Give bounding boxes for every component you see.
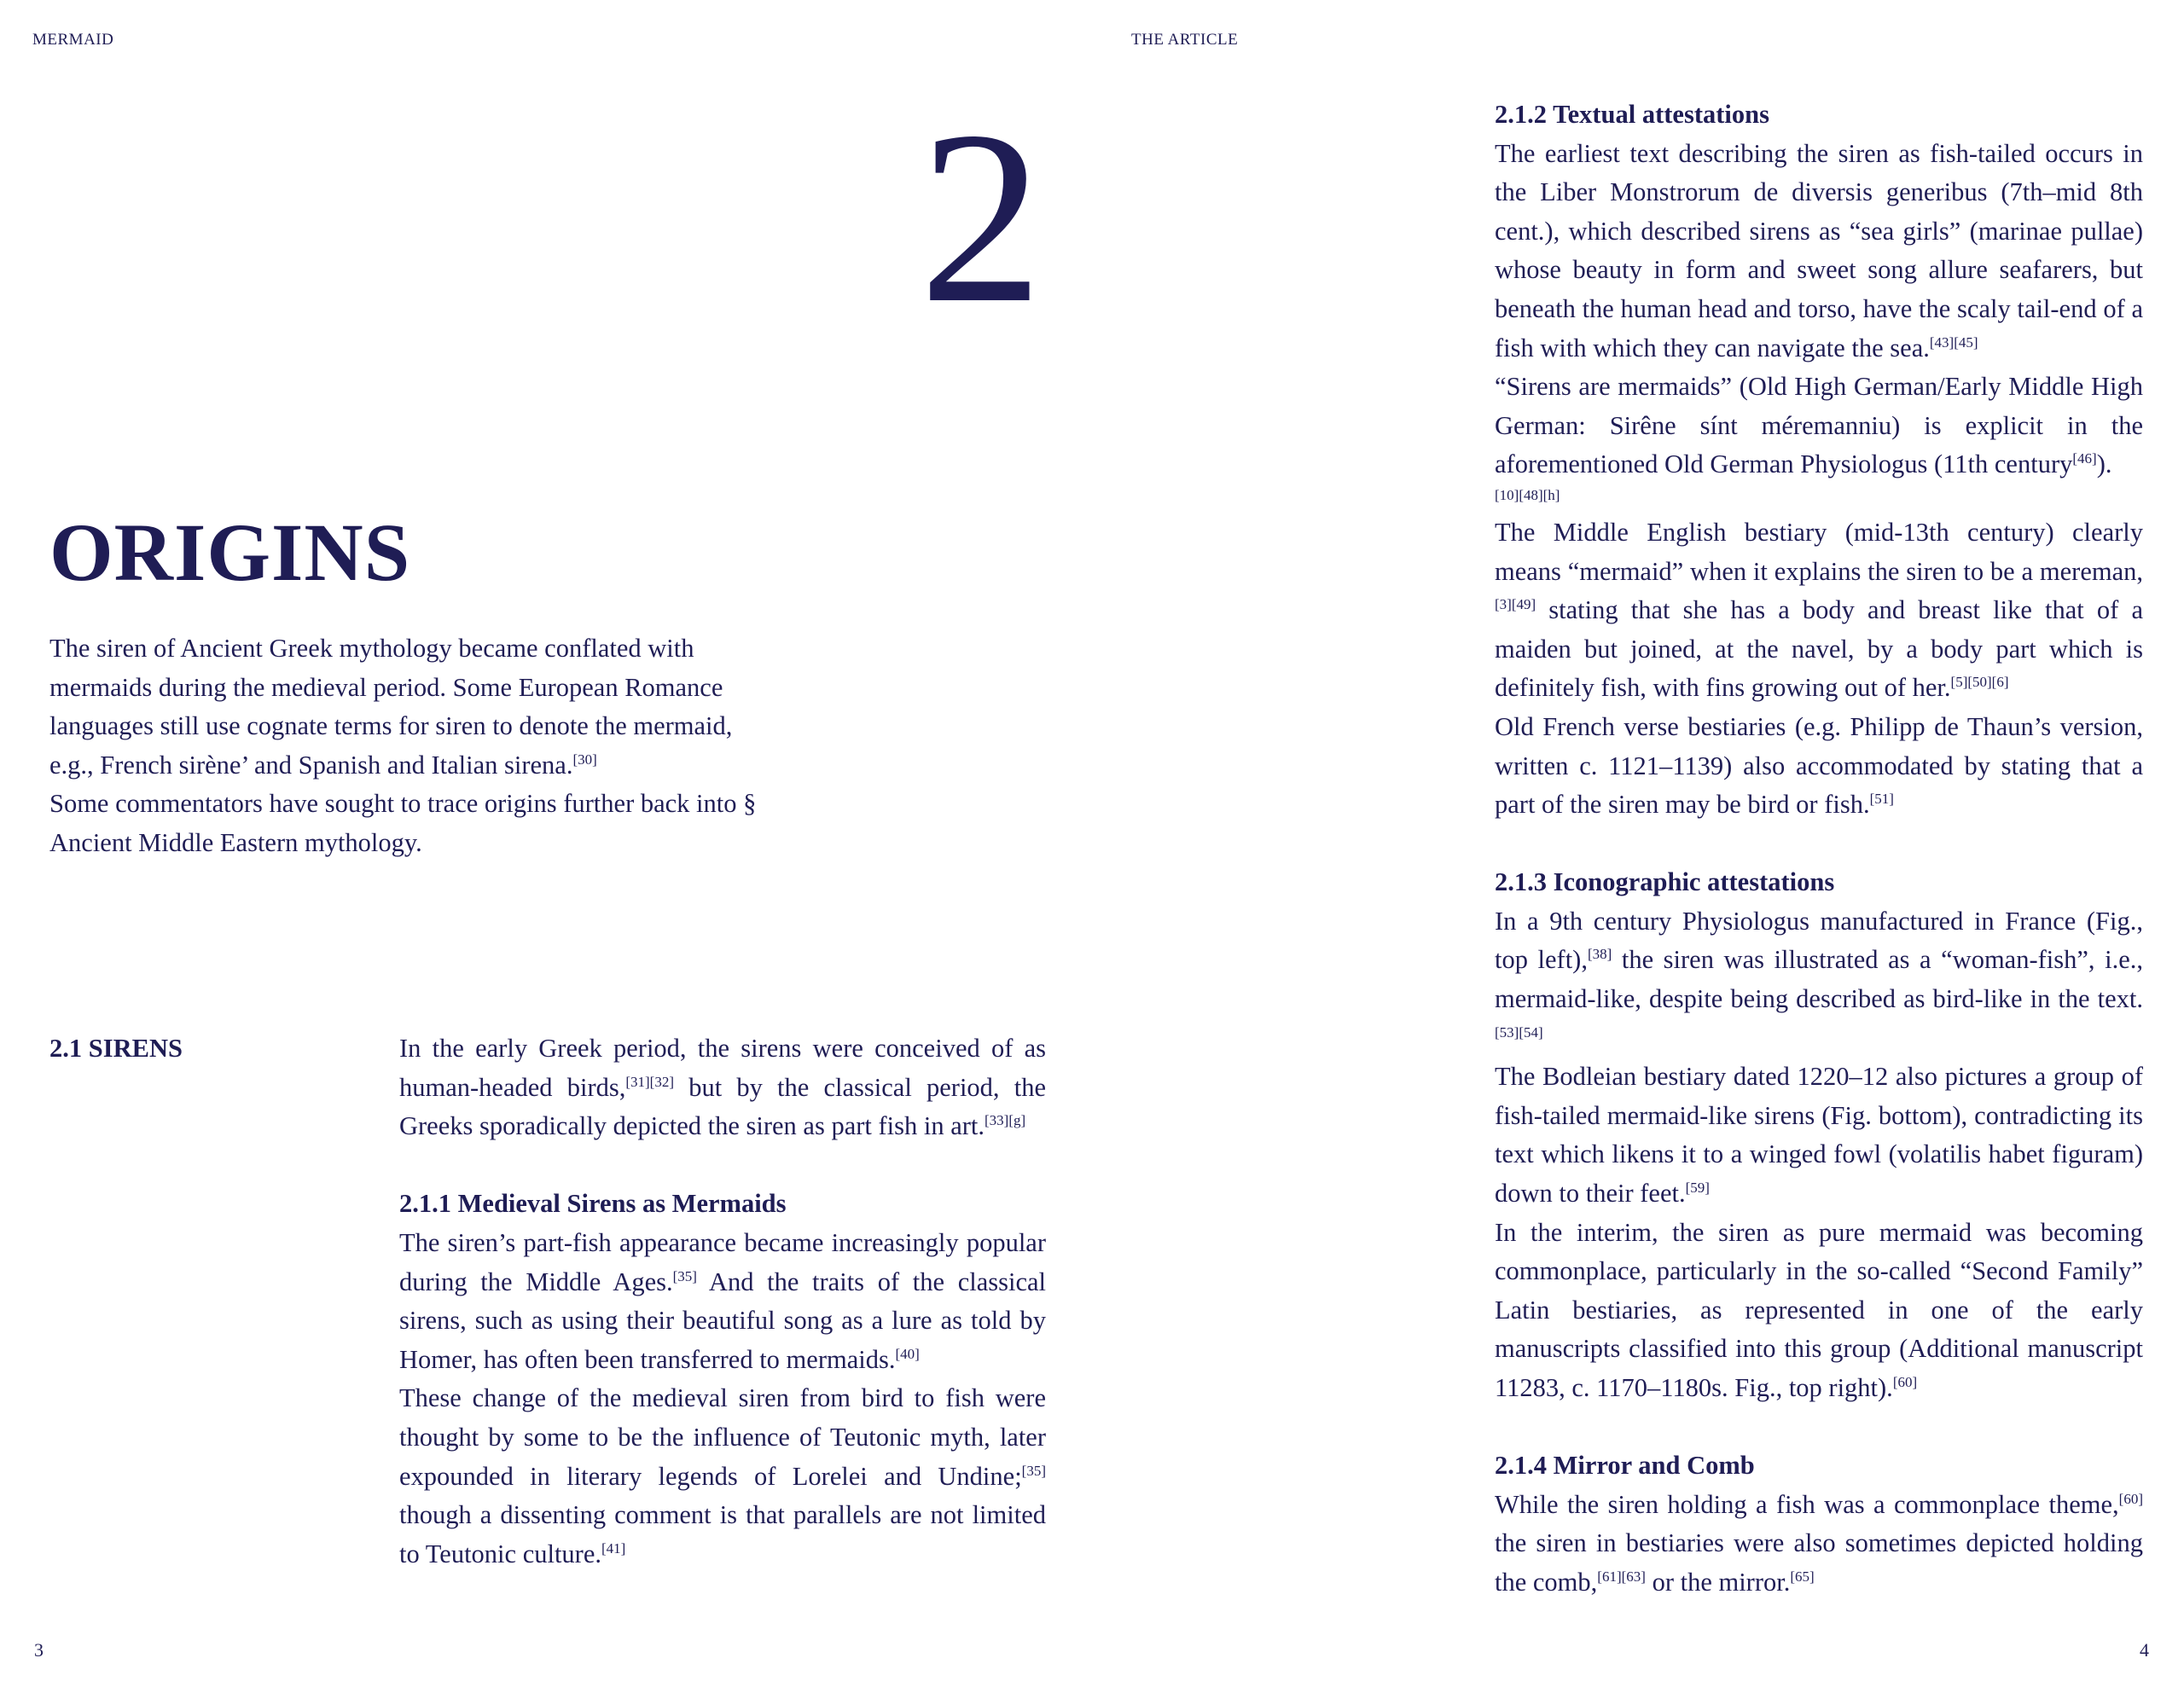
footnote-ref[interactable]: [35] bbox=[672, 1267, 697, 1284]
sirens-paragraph: In the early Greek period, the sirens were conceived of as human-headed birds,[31][32] but by the classical period, the Greeks sporadically depicted the siren as part fish in art.[33][g] bbox=[399, 1034, 1047, 1141]
footnote-ref[interactable]: [31][32] bbox=[625, 1073, 675, 1090]
textual-paragraph-2: “Sirens are mermaids” (Old High German/Early Middle High German: Sirêne sínt méremanniu) is explicit in the aforementioned Old German Physiologus (11th century[46]). bbox=[1495, 372, 2143, 479]
page-number-left: 3 bbox=[34, 1639, 44, 1661]
subsection-heading-iconographic: 2.1.3 Iconographic attestations bbox=[1495, 867, 1835, 897]
footnote-ref[interactable]: [60] bbox=[1892, 1374, 1918, 1390]
page-number-right: 4 bbox=[2140, 1639, 2149, 1661]
subsection-heading-medieval-sirens: 2.1.1 Medieval Sirens as Mermaids bbox=[399, 1189, 787, 1219]
iconographic-paragraph-3: In the interim, the siren as pure mermaid was becoming commonplace, particularly in the so-called “Second Family” Latin bestiaries, as represented in one of the early manuscripts classified into this group (Additional manuscript 11283, c. 1170–1180s. Fig., top right).[60] bbox=[1495, 1217, 2143, 1402]
section-label-sirens: 2.1 SIRENS bbox=[49, 1034, 183, 1063]
column-right-body bbox=[1495, 96, 2143, 1603]
footnote-ref[interactable]: [51] bbox=[1869, 791, 1894, 808]
footnote-ref[interactable]: [41] bbox=[601, 1539, 626, 1557]
intro-paragraph-2: Some commentators have sought to trace origins further back into § Ancient Middle Eastern mythology. bbox=[49, 789, 757, 857]
textual-paragraph-4: Old French verse bestiaries (e.g. Philipp de Thaun’s version, written c. 1121–1139) also accommodated by stating that a part of the siren may be bird or fish.[51] bbox=[1495, 711, 2143, 820]
iconographic-paragraph-1: In a 9th century Physiologus manufactured in France (Fig., top left),[38] the siren was illustrated as a “woman-fish”, i.e., mermaid-like, despite being described as bird-like in the text.[53][54] bbox=[1495, 906, 2143, 1041]
footnote-ref[interactable]: [65] bbox=[1790, 1568, 1815, 1585]
footnote-ref[interactable]: [33][g] bbox=[985, 1112, 1026, 1129]
subsection-heading-mirror-comb: 2.1.4 Mirror and Comb bbox=[1495, 1451, 1755, 1481]
footnote-ref[interactable]: [61][63] bbox=[1597, 1568, 1646, 1585]
intro-paragraph-1: The siren of Ancient Greek mythology became conflated with mermaids during the medieval period. Some European Romance languages still use cognate terms for siren to denote the mermaid, e.g., French sirène’ and Spanish and Italian sirena.[30] bbox=[49, 634, 733, 780]
footnote-ref[interactable]: [46] bbox=[2072, 450, 2097, 467]
medieval-paragraph-2: These change of the medieval siren from bird to fish were thought by some to be the influence of Teutonic myth, later expounded in literary legends of Lorelei and Undine;[35] though a dissenting comment is that parallels are not limited to Teutonic culture.[41] bbox=[399, 1383, 1046, 1568]
footnote-ref-line[interactable]: [10][48][h] bbox=[1495, 486, 1560, 503]
column-left-body bbox=[399, 1029, 1046, 1574]
footnote-ref[interactable]: [53][54] bbox=[1495, 1023, 1543, 1041]
running-header-center: THE ARTICLE bbox=[1131, 31, 1239, 49]
footnote-ref[interactable]: [5][50][6] bbox=[1950, 674, 2009, 691]
mirror-comb-paragraph: While the siren holding a fish was a commonplace theme,[60] the siren in bestiaries were also sometimes depicted holding the comb,[61][63] or the mirror.[65] bbox=[1495, 1489, 2143, 1597]
textual-paragraph-3: The Middle English bestiary (mid-13th century) clearly means “mermaid” when it explains the siren to be a mereman,[3][49] stating that she has a body and breast like that of a maiden but joined, at the navel, by a body part which is definitely fish, with fins growing out of her.[5][50][6] bbox=[1495, 517, 2143, 703]
footnote-ref[interactable]: [60] bbox=[2118, 1490, 2143, 1507]
running-header-left: MERMAID bbox=[32, 31, 114, 49]
medieval-paragraph-1: The siren’s part-fish appearance became increasingly popular during the Middle Ages.[35] And the traits of the classical sirens, such as using their beautiful song as a lure as told by Homer, has often been transferred to mermaids.[40] bbox=[399, 1227, 1046, 1374]
footnote-ref[interactable]: [59] bbox=[1685, 1180, 1710, 1197]
footnote-ref[interactable]: [40] bbox=[895, 1345, 920, 1362]
intro-text bbox=[49, 629, 758, 863]
footnote-ref[interactable]: [30] bbox=[572, 751, 597, 768]
iconographic-paragraph-2: The Bodleian bestiary dated 1220–12 also pictures a group of fish-tailed mermaid-like sirens (Fig. bottom), contradicting its text which likens it to a winged fowl (volatilis habet figuram) down to their feet.[59] bbox=[1495, 1062, 2143, 1209]
chapter-number: 2 bbox=[919, 80, 1043, 354]
footnote-ref[interactable]: [3][49] bbox=[1495, 596, 1536, 613]
textual-paragraph-1: The earliest text describing the siren as fish-tailed occurs in the Liber Monstrorum de diversis generibus (7th–mid 8th cent.), which described sirens as “sea girls” (marinae pullae) whose beauty in form and sweet song allure seafarers, but beneath the human head and torso, have the scaly tail-end of a fish with which they can navigate the sea.[43][45] bbox=[1495, 138, 2143, 362]
footnote-ref[interactable]: [35] bbox=[1021, 1462, 1046, 1479]
subsection-heading-textual: 2.1.2 Textual attestations bbox=[1495, 100, 1769, 129]
footnote-ref[interactable]: [43][45] bbox=[1929, 333, 1978, 351]
page-title: ORIGINS bbox=[49, 507, 411, 598]
footnote-ref[interactable]: [38] bbox=[1587, 946, 1612, 963]
